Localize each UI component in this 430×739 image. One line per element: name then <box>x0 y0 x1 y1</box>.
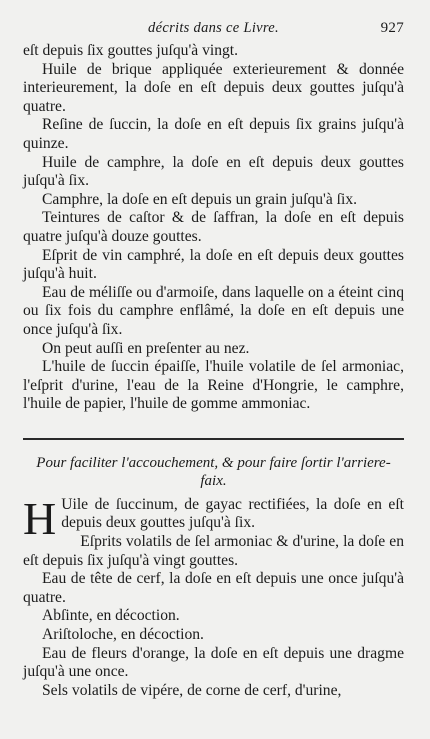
paragraph: Camphre, la doſe en eſt depuis un grain juſqu'à ſix. <box>42 190 358 208</box>
paragraph-with-dropcap <box>23 492 404 544</box>
paragraph: Ariſtoloche, en décoction. <box>42 626 204 644</box>
paragraph: On peut auſſi en preſenter au nez. <box>42 339 250 357</box>
paragraph: Eau de tête de cerf, la doſe en eſt depuis une once juſqu'à quatre. <box>23 570 404 606</box>
running-head <box>23 20 404 42</box>
paragraph: Huile de brique appliquée exterieurement & donnée interieurement, la doſe en eſt depuis deux gouttes juſqu'à quatre. <box>23 60 404 115</box>
paragraph: Huile de camphre, la doſe en eſt depuis deux gouttes juſqu'à ſix. <box>23 153 404 190</box>
running-title: décrits dans ce Livre. <box>148 20 279 36</box>
paragraph-text: Uile de ſuccinum, de gayac rectifiées, la doſe en eſt depuis deux gouttes juſqu'à ſix. <box>61 495 404 532</box>
paragraph: Abſinte, en décoction. <box>42 607 180 625</box>
paragraph: Eſprits volatils de ſel armoniac & d'urine, la doſe en eſt depuis ſix juſqu'à vingt gouttes. <box>23 533 404 569</box>
paragraph: Teintures de caſtor & de ſaffran, la doſe en eſt depuis quatre juſqu'à douze gouttes. <box>23 209 404 245</box>
paragraph: Eau de fleurs d'orange, la doſe en eſt depuis une dragme juſqu'à une once. <box>23 644 404 681</box>
section-divider <box>23 438 404 440</box>
dropcap-letter: H <box>23 492 57 544</box>
paragraph: L'huile de ſuccin épaiſſe, l'huile volatile de ſel armoniac, l'eſprit d'urine, l'eau de la Reine d'Hongrie, le camphre, l'huile de papier, l'huile de gomme ammoniac. <box>23 358 404 413</box>
section-title: Pour faciliter l'accouchement, & pour faire ſortir l'arriere-faix. <box>36 454 391 489</box>
paragraph: eſt depuis ſix gouttes juſqu'à vingt. <box>23 42 239 59</box>
section-childbirth-remedies <box>23 492 404 701</box>
paragraph: Eſprit de vin camphré, la doſe en eſt depuis deux gouttes juſqu'à huit. <box>23 246 404 283</box>
paragraph: Eau de méliſſe ou d'armoiſe, dans laquelle on a éteint cinq ou ſix fois du camphre enflâmé, la doſe en eſt depuis une once juſqu'à ſix. <box>23 283 404 338</box>
page-number: 927 <box>380 20 404 36</box>
section-remedies-list <box>23 42 404 414</box>
paragraph: Reſine de ſuccin, la doſe en eſt depuis ſix grains juſqu'à quinze. <box>23 116 404 152</box>
paragraph: Sels volatils de vipére, de corne de cerf, d'urine, <box>42 681 342 699</box>
